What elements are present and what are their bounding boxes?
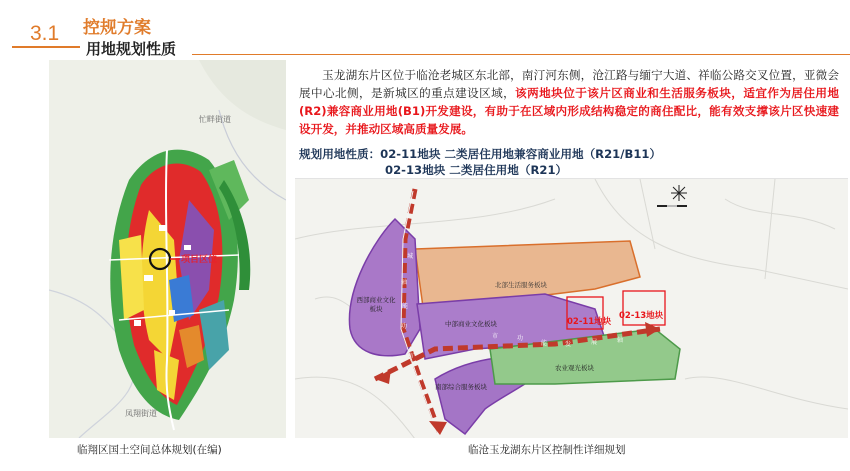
left-map-graphic — [49, 60, 286, 438]
axis-char: 展 — [591, 339, 598, 346]
axis-char: 轴 — [617, 337, 624, 344]
left-master-plan-map — [49, 60, 286, 438]
axis-char: 城 — [416, 375, 423, 382]
right-control-plan-map — [295, 178, 848, 438]
axis-char: 轴 — [401, 279, 408, 286]
page-subtitle: 用地规划性质 — [86, 40, 177, 58]
zone-label-central: 中部商业文化板块 — [445, 320, 497, 328]
plot-label-02-13: 02-13地块 — [619, 311, 664, 321]
page-title: 控规方案 — [83, 18, 151, 38]
street-label-top: 忙畔街道 — [199, 115, 231, 124]
right-map-caption: 临沧玉龙湖东片区控制性详细规划 — [468, 444, 626, 456]
header-accent-bar — [12, 46, 80, 48]
axis-char: 发 — [565, 341, 572, 348]
axis-char: 功 — [401, 323, 408, 330]
zone-label-agri: 农业观光板块 — [555, 364, 594, 372]
zone-label-west: 西部商业文化板块 — [356, 296, 396, 313]
axis-char: 能 — [402, 303, 409, 310]
header-divider — [192, 54, 850, 55]
description-text: 玉龙湖东片区位于临沧老城区东北部，南汀河东侧，沧江路与缅宁大道、祥临公路交叉位置，亚微会展中心北侧，是新城区的重点建设区域， — [299, 68, 839, 100]
axis-char: 市 — [492, 333, 499, 340]
left-map-caption: 临翔区国土空间总体规划(在编) — [77, 444, 222, 456]
land-use-line1: 规划用地性质：02-11地块 二类居住用地兼容商业用地（R21/B11） — [299, 147, 662, 161]
description-paragraph — [299, 66, 839, 138]
project-location-label: 项目区位 — [181, 255, 218, 265]
axis-char: 功 — [517, 335, 524, 342]
street-label-bottom: 凤翔街道 — [125, 409, 157, 418]
axis-char: 城 — [407, 253, 414, 260]
description-highlight: 该两地块位于该片区商业和生活服务板块，适宜作为居住用地(R2)兼容商业用地(B1)开发建设，有助于在区域内形成结构稳定的商住配比，能有效支撑该片区快速建设开发，并推动区域高质量发展。 — [299, 86, 839, 136]
zone-label-south: 南部综合服务板块 — [435, 383, 487, 391]
land-use-line2: 02-13地块 二类居住用地（R21） — [385, 163, 568, 177]
plot-label-02-11: 02-11地块 — [567, 317, 612, 327]
section-number: 3.1 — [30, 22, 60, 45]
zone-label-north: 北部生活服务板块 — [495, 281, 547, 289]
axis-char: 能 — [541, 340, 548, 347]
axis-char: 市 — [408, 353, 415, 360]
